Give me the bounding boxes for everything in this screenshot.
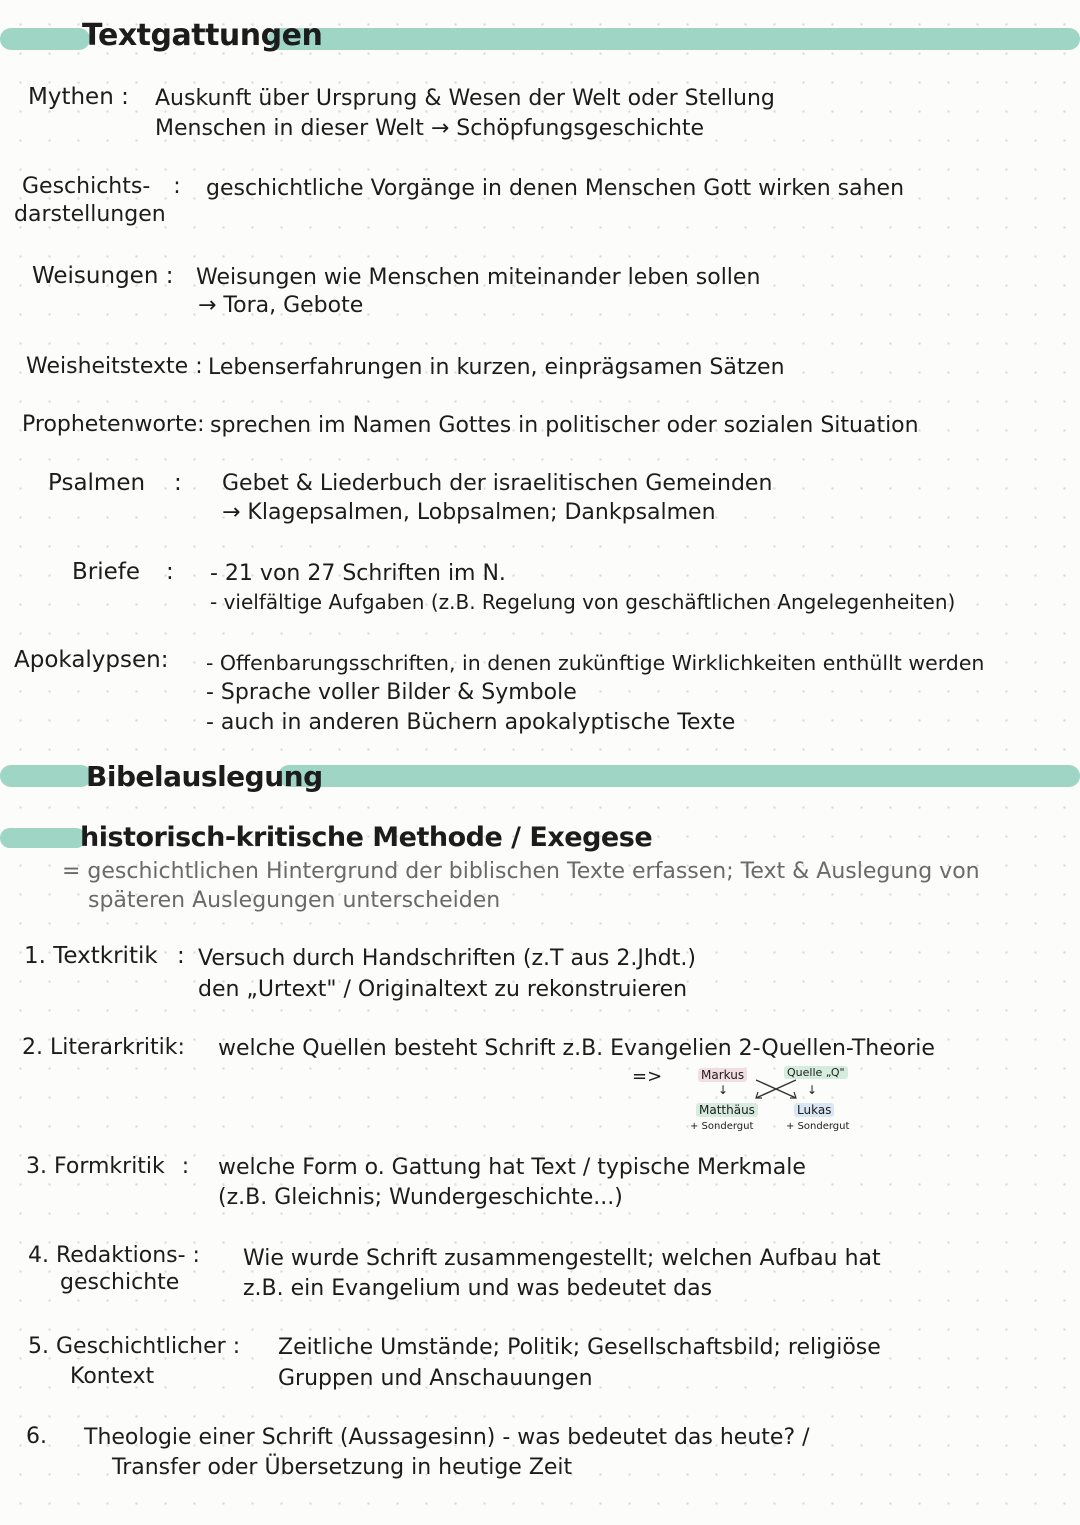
section-heading-bibelauslegung: Bibelauslegung: [86, 760, 323, 793]
diagram-arrow: =>: [632, 1066, 663, 1087]
text-psalmen-1: Gebet & Liederbuch der israelitischen Gemeinden: [222, 471, 773, 496]
step-text-textkritik-2: den „Urtext" / Originaltext zu rekonstruieren: [198, 977, 688, 1002]
step-text-theologie-2: Transfer oder Übersetzung in heutige Zeit: [112, 1455, 573, 1480]
heading-highlight-right: [268, 28, 1080, 50]
step-term-6: 6.: [26, 1424, 47, 1449]
text-prophetenworte: sprechen im Namen Gottes in politischer oder sozialen Situation: [210, 413, 919, 438]
term-weisheitstexte: Weisheitstexte :: [26, 354, 203, 379]
diagram-sondergut-right: + Sondergut: [786, 1121, 850, 1132]
step-term-redaktionsgeschichte-1: 4. Redaktions- :: [28, 1243, 200, 1268]
sep-briefe: :: [166, 559, 174, 585]
text-weisheitstexte: Lebenserfahrungen in kurzen, einprägsamen Sätzen: [208, 355, 785, 380]
step-term-kontext-1: 5. Geschichtlicher :: [28, 1334, 241, 1359]
text-apokalypsen-1: - Offenbarungsschriften, in denen zukünftige Wirklichkeiten enthüllt werden: [206, 651, 985, 675]
step-text-kontext-2: Gruppen und Anschauungen: [278, 1366, 593, 1391]
definition-line-1: = geschichtlichen Hintergrund der biblischen Texte erfassen; Text & Auslegung von: [62, 859, 980, 884]
text-briefe-1: - 21 von 27 Schriften im N.: [210, 561, 506, 586]
step-term-literarkritik: 2. Literarkritik:: [22, 1035, 185, 1060]
subheading-highlight: [0, 828, 86, 848]
term-psalmen: Psalmen: [48, 470, 146, 496]
step-text-textkritik-1: Versuch durch Handschriften (z.T aus 2.Jhdt.): [198, 946, 696, 971]
diagram-arrow-down-right: ↓: [807, 1083, 818, 1097]
step-text-kontext-1: Zeitliche Umstände; Politik; Gesellschaftsbild; religiöse: [278, 1335, 881, 1360]
term-apokalypsen: Apokalypsen:: [14, 647, 169, 673]
heading-highlight-left: [0, 765, 92, 787]
text-mythen-2: Menschen in dieser Welt → Schöpfungsgeschichte: [155, 116, 705, 141]
text-psalmen-2: → Klagepsalmen, Lobpsalmen; Dankpsalmen: [222, 500, 716, 525]
term-mythen: Mythen :: [28, 84, 129, 110]
diagram-lukas: Lukas: [794, 1103, 834, 1117]
text-weisungen-1: Weisungen wie Menschen miteinander leben sollen: [196, 265, 761, 290]
term-geschichtsdarstellungen-1: Geschichts- :: [22, 174, 181, 199]
step-text-formkritik-2: (z.B. Gleichnis; Wundergeschichte...): [218, 1185, 623, 1210]
definition-line-2: späteren Auslegungen unterscheiden: [88, 888, 501, 913]
term-weisungen: Weisungen :: [32, 263, 174, 289]
diagram-matthaeus: Matthäus: [696, 1103, 758, 1117]
term-geschichtsdarstellungen-2: darstellungen: [14, 202, 166, 227]
sep-psalmen: :: [174, 470, 182, 496]
step-term-formkritik: 3. Formkritik :: [26, 1154, 190, 1179]
text-briefe-2: - vielfältige Aufgaben (z.B. Regelung von geschäftlichen Angelegenheiten): [210, 590, 956, 614]
step-text-theologie-1: Theologie einer Schrift (Aussagesinn) - was bedeutet das heute? /: [84, 1425, 810, 1450]
heading-highlight-left: [0, 28, 90, 50]
text-apokalypsen-2: - Sprache voller Bilder & Symbole: [206, 680, 577, 705]
diagram-cross-arrows: [752, 1076, 802, 1102]
section-heading-textgattungen: Textgattungen: [82, 18, 323, 53]
step-term-redaktionsgeschichte-2: geschichte: [60, 1270, 180, 1295]
step-text-redaktionsgeschichte-2: z.B. ein Evangelium und was bedeutet das: [243, 1276, 713, 1301]
text-weisungen-2: → Tora, Gebote: [198, 293, 364, 318]
step-term-kontext-2: Kontext: [70, 1364, 155, 1389]
step-text-literarkritik: welche Quellen besteht Schrift z.B. Evangelien 2-Quellen-Theorie: [218, 1036, 935, 1061]
text-apokalypsen-3: - auch in anderen Büchern apokalyptische Texte: [206, 710, 736, 735]
subheading-methode: historisch-kritische Methode / Exegese: [80, 822, 653, 853]
term-prophetenworte: Prophetenworte:: [22, 412, 205, 437]
diagram-quelle-q: Quelle „Q": [784, 1066, 848, 1079]
diagram-sondergut-left: + Sondergut: [690, 1121, 754, 1132]
diagram-arrow-down-left: ↓: [718, 1083, 729, 1097]
term-briefe: Briefe: [72, 559, 141, 585]
text-mythen-1: Auskunft über Ursprung & Wesen der Welt oder Stellung: [155, 86, 775, 111]
step-text-formkritik-1: welche Form o. Gattung hat Text / typische Merkmale: [218, 1155, 806, 1180]
step-term-textkritik: 1. Textkritik :: [24, 943, 185, 969]
diagram-markus: Markus: [698, 1068, 747, 1082]
text-geschichtsdarstellungen: geschichtliche Vorgänge in denen Menschen Gott wirken sahen: [206, 176, 905, 201]
step-text-redaktionsgeschichte-1: Wie wurde Schrift zusammengestellt; welchen Aufbau hat: [243, 1246, 881, 1271]
heading-highlight-right: [278, 765, 1080, 787]
